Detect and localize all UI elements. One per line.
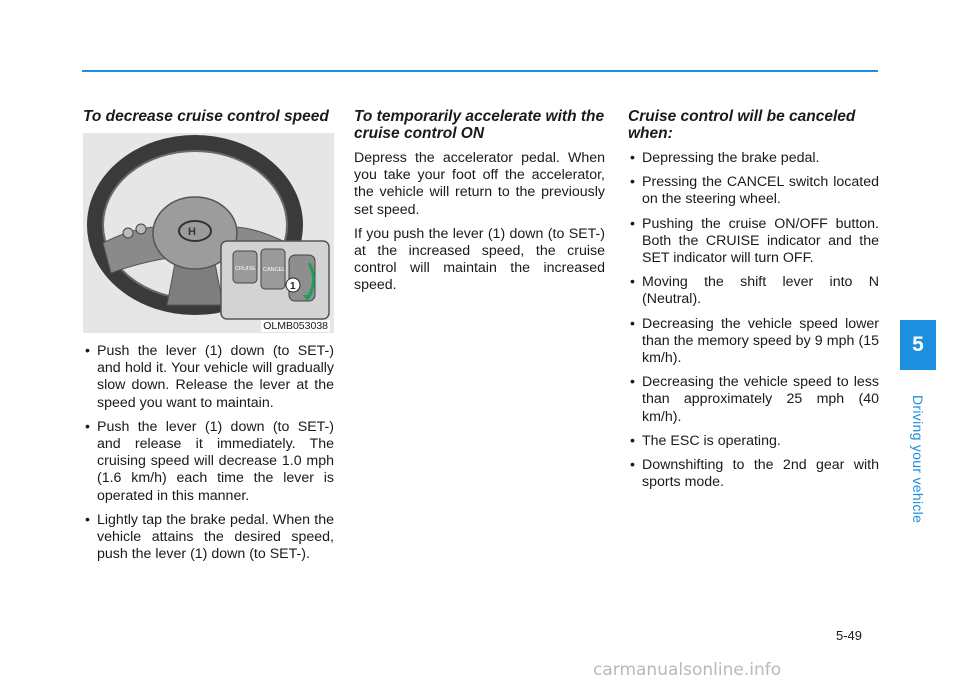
steering-wheel-figure xyxy=(83,133,334,333)
svg-text:H: H xyxy=(188,226,196,238)
section-heading-decrease: To decrease cruise control speed xyxy=(83,108,329,125)
section-heading-accelerate: To temporarily accelerate with the cruise control ON xyxy=(354,108,605,142)
figure-code: OLMB053038 xyxy=(263,320,328,332)
list-item: • Moving the shift lever into N (Neutral). xyxy=(628,274,879,308)
chapter-tab: 5 xyxy=(900,320,936,370)
list-item: • Downshifting to the 2nd gear with sports mode. xyxy=(628,457,879,491)
list-item: • Decreasing the vehicle speed lower than the memory speed by 9 mph (15 km/h). xyxy=(628,316,879,368)
column-accelerate xyxy=(354,108,605,302)
cancel-bullet-list xyxy=(628,150,879,491)
column-cancel-conditions xyxy=(628,108,879,498)
list-item: • Pressing the CANCEL switch located on the steering wheel. xyxy=(628,174,879,208)
list-item: • Push the lever (1) down (to SET-) and hold it. Your vehicle will gradually slow down. Release the lever at the speed you want to maintain. xyxy=(83,343,334,412)
steering-wheel-illustration xyxy=(83,133,334,333)
list-item: • Push the lever (1) down (to SET-) and release it immediately. The cruising speed will decrease 1.0 mph (1.6 km/h) each time the lever is operated in this manner. xyxy=(83,419,334,505)
list-item: • Decreasing the vehicle speed to less than approximately 25 mph (40 km/h). xyxy=(628,374,879,426)
list-item: • The ESC is operating. xyxy=(628,433,879,450)
section-heading-cancel: Cruise control will be canceled when: xyxy=(628,108,856,142)
column-decrease-speed xyxy=(83,108,334,570)
paragraph: If you push the lever (1) down (to SET-) at the increased speed, the cruise control will maintain the increased speed. xyxy=(354,225,605,294)
svg-text:CRUISE: CRUISE xyxy=(235,266,256,272)
chapter-title-text: Driving your vehicle xyxy=(910,395,926,524)
svg-text:CANCEL: CANCEL xyxy=(263,267,286,273)
header-rule xyxy=(82,70,878,72)
svg-text:1: 1 xyxy=(290,281,296,292)
page-number: 5-49 xyxy=(836,628,863,643)
watermark: carmanualsonline.info xyxy=(593,660,782,680)
paragraph: Depress the accelerator pedal. When you take your foot off the accelerator, the vehicle will return to the previously set speed. xyxy=(354,150,605,218)
list-item: • Pushing the cruise ON/OFF button. Both the CRUISE indicator and the SET indicator will turn OFF. xyxy=(628,216,879,268)
list-item: • Depressing the brake pedal. xyxy=(628,150,879,167)
list-item: • Lightly tap the brake pedal. When the vehicle attains the desired speed, push the lever (1) down (to SET-). xyxy=(83,512,334,564)
decrease-bullet-list xyxy=(83,343,334,563)
